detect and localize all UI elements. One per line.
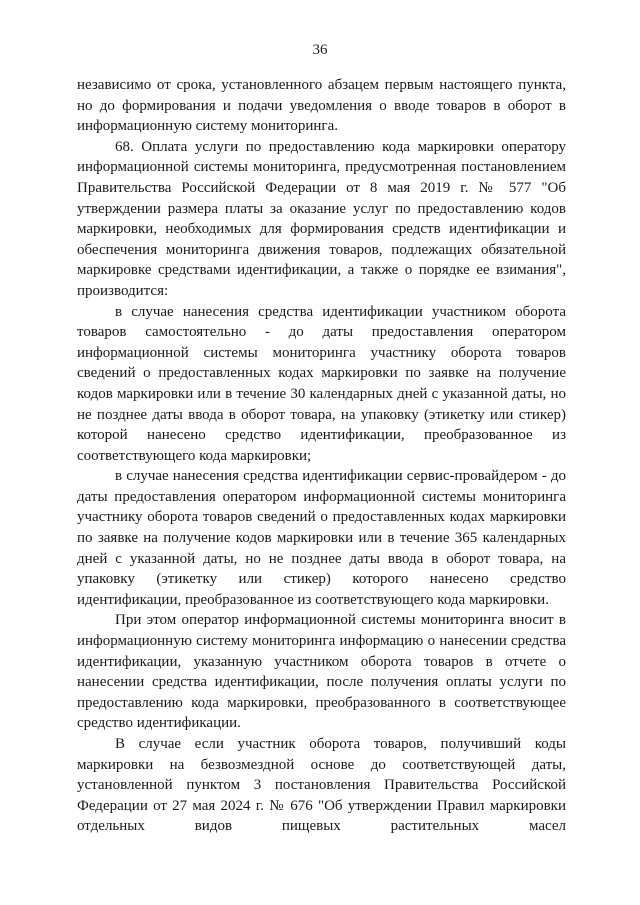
paragraph-68: 68. Оплата услуги по предоставлению кода маркировки оператору информационной системы мониторинга, предусмотренная постановлением Правительства Российской Федерации от 8 мая 2019 г. № 577 "Об утверждении размера платы за оказание услуг по предоставлению кодов маркировки, необходимых для формирования средств идентификации и обеспечения мониторинга движения товаров, подлежащих обязательной маркировке средствами идентификации, а также о порядке ее взимания", производится: bbox=[77, 138, 566, 299]
paragraph-service-provider: в случае нанесения средства идентификации сервис-провайдером - до даты предоставления оператором информационной системы мониторинга участнику оборота товаров сведений о предоставленных кодах маркировки по заявке на получение кодов маркировки или в течение 365 календарных дней с указанной даты, но не позднее даты ввода в оборот товара, на упаковку (этикетку или стикер) которого нанесено средство идентификации, преобразованное из соответствующего кода маркировки. bbox=[77, 468, 566, 608]
document-body bbox=[77, 75, 566, 837]
paragraph-operator-info: При этом оператор информационной системы мониторинга вносит в информационную систему мониторинга информацию о нанесении средства идентификации, указанную участником оборота товаров в отчете о нанесении средства идентификации, после получения оплаты услуги по предоставлению кода маркировки, преобразованного в соответствующее средство идентификации. bbox=[77, 612, 566, 732]
page-number: 36 bbox=[312, 42, 328, 58]
paragraph-self-application: в случае нанесения средства идентификации участником оборота товаров самостоятельно - до даты предоставления оператором информационной системы мониторинга участнику оборота товаров сведений о предоставленных кодах маркировки по заявке на получение кодов маркировки или в течение 30 календарных дней с указанной даты, но не позднее даты ввода в оборот товара, на упаковку (этикетку или стикер) которой нанесено средство идентификации, преобразованное из соответствующего кода маркировки; bbox=[77, 303, 566, 464]
paragraph-free-codes: В случае если участник оборота товаров, получивший коды маркировки на безвозмездной основе до соответствующей даты, установленной пунктом 3 постановления Правительства Российской Федерации от 27 мая 2024 г. № 676 "Об утверждении Правил маркировки отдельных видов пищевых растительных масел bbox=[77, 736, 566, 835]
paragraph-continuation: независимо от срока, установленного абзацем первым настоящего пункта, но до формирования и подачи уведомления о вводе товаров в оборот в информационную систему мониторинга. bbox=[77, 77, 566, 135]
